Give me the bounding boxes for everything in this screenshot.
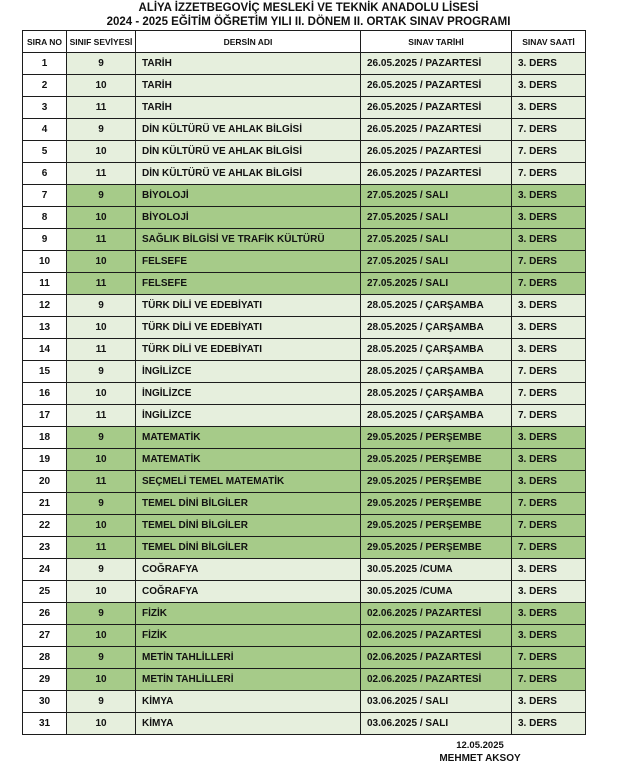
- row-number-cell: 17: [23, 405, 67, 427]
- row-number-cell: 22: [23, 515, 67, 537]
- grade-cell: 9: [67, 603, 136, 625]
- grade-cell: 10: [67, 207, 136, 229]
- table-row: [23, 647, 586, 669]
- subject-cell: DİN KÜLTÜRÜ VE AHLAK BİLGİSİ: [136, 163, 361, 185]
- exam-date-cell: 29.05.2025 / PERŞEMBE: [361, 493, 512, 515]
- table-row: [23, 75, 586, 97]
- grade-cell: 9: [67, 559, 136, 581]
- grade-cell: 9: [67, 119, 136, 141]
- subject-cell: TARİH: [136, 75, 361, 97]
- table-row: [23, 515, 586, 537]
- subject-cell: TARİH: [136, 53, 361, 75]
- exam-date-cell: 26.05.2025 / PAZARTESİ: [361, 119, 512, 141]
- grade-cell: 11: [67, 163, 136, 185]
- exam-period-cell: 7. DERS: [512, 251, 586, 273]
- exam-date-cell: 26.05.2025 / PAZARTESİ: [361, 53, 512, 75]
- table-row: [23, 471, 586, 493]
- exam-date-cell: 29.05.2025 / PERŞEMBE: [361, 537, 512, 559]
- exam-date-cell: 29.05.2025 / PERŞEMBE: [361, 471, 512, 493]
- grade-cell: 9: [67, 361, 136, 383]
- row-number-cell: 20: [23, 471, 67, 493]
- row-number-cell: 13: [23, 317, 67, 339]
- exam-period-cell: 3. DERS: [512, 97, 586, 119]
- exam-date-cell: 27.05.2025 / SALI: [361, 207, 512, 229]
- row-number-cell: 21: [23, 493, 67, 515]
- subject-cell: İNGİLİZCE: [136, 361, 361, 383]
- exam-period-cell: 7. DERS: [512, 141, 586, 163]
- subject-cell: BİYOLOJİ: [136, 207, 361, 229]
- grade-cell: 11: [67, 537, 136, 559]
- exam-period-cell: 3. DERS: [512, 691, 586, 713]
- exam-period-cell: 7. DERS: [512, 537, 586, 559]
- subject-cell: DİN KÜLTÜRÜ VE AHLAK BİLGİSİ: [136, 119, 361, 141]
- table-row: [23, 97, 586, 119]
- exam-period-cell: 3. DERS: [512, 207, 586, 229]
- grade-cell: 10: [67, 141, 136, 163]
- row-number-cell: 9: [23, 229, 67, 251]
- row-number-cell: 14: [23, 339, 67, 361]
- grade-cell: 10: [67, 251, 136, 273]
- subject-cell: BİYOLOJİ: [136, 185, 361, 207]
- row-number-cell: 18: [23, 427, 67, 449]
- grade-cell: 9: [67, 493, 136, 515]
- subject-cell: İNGİLİZCE: [136, 405, 361, 427]
- grade-cell: 11: [67, 405, 136, 427]
- grade-cell: 10: [67, 383, 136, 405]
- table-row: [23, 207, 586, 229]
- exam-date-cell: 28.05.2025 / ÇARŞAMBA: [361, 405, 512, 427]
- table-row: [23, 185, 586, 207]
- table-row: [23, 691, 586, 713]
- grade-cell: 9: [67, 427, 136, 449]
- grade-cell: 11: [67, 471, 136, 493]
- signature-date: 12.05.2025: [456, 740, 504, 751]
- exam-period-cell: 7. DERS: [512, 361, 586, 383]
- subject-cell: TÜRK DİLİ VE EDEBİYATI: [136, 317, 361, 339]
- row-number-cell: 16: [23, 383, 67, 405]
- table-row: [23, 559, 586, 581]
- table-row: [23, 537, 586, 559]
- table-row: [23, 427, 586, 449]
- exam-period-cell: 3. DERS: [512, 427, 586, 449]
- exam-period-cell: 7. DERS: [512, 493, 586, 515]
- grade-cell: 10: [67, 581, 136, 603]
- school-name-title: ALİYA İZZETBEGOVİÇ MESLEKİ VE TEKNİK ANADOLU LİSESİ: [138, 2, 479, 14]
- row-number-cell: 29: [23, 669, 67, 691]
- table-row: [23, 383, 586, 405]
- table-row: [23, 119, 586, 141]
- exam-date-cell: 02.06.2025 / PAZARTESİ: [361, 669, 512, 691]
- row-number-cell: 4: [23, 119, 67, 141]
- exam-period-cell: 7. DERS: [512, 119, 586, 141]
- table-row: [23, 603, 586, 625]
- table-row: [23, 295, 586, 317]
- exam-period-cell: 3. DERS: [512, 295, 586, 317]
- signature-block: [380, 739, 580, 765]
- subject-cell: KİMYA: [136, 691, 361, 713]
- row-number-cell: 31: [23, 713, 67, 735]
- grade-cell: 9: [67, 295, 136, 317]
- subject-cell: TÜRK DİLİ VE EDEBİYATI: [136, 339, 361, 361]
- exam-period-cell: 7. DERS: [512, 383, 586, 405]
- header-sinif-seviyesi: SINIF SEVİYESİ: [67, 31, 136, 53]
- table-row: [23, 339, 586, 361]
- header-sira-no: SIRA NO: [23, 31, 67, 53]
- subject-cell: TEMEL DİNİ BİLGİLER: [136, 493, 361, 515]
- exam-date-cell: 02.06.2025 / PAZARTESİ: [361, 603, 512, 625]
- grade-cell: 9: [67, 53, 136, 75]
- exam-period-cell: 3. DERS: [512, 603, 586, 625]
- table-row: [23, 581, 586, 603]
- subject-cell: MATEMATİK: [136, 449, 361, 471]
- exam-period-cell: 3. DERS: [512, 317, 586, 339]
- row-number-cell: 24: [23, 559, 67, 581]
- exam-date-cell: 29.05.2025 / PERŞEMBE: [361, 449, 512, 471]
- subject-cell: FİZİK: [136, 625, 361, 647]
- row-number-cell: 19: [23, 449, 67, 471]
- exam-period-cell: 7. DERS: [512, 669, 586, 691]
- subject-cell: METİN TAHLİLLERİ: [136, 669, 361, 691]
- grade-cell: 10: [67, 669, 136, 691]
- exam-schedule-table: [22, 30, 586, 735]
- grade-cell: 11: [67, 339, 136, 361]
- subject-cell: MATEMATİK: [136, 427, 361, 449]
- row-number-cell: 15: [23, 361, 67, 383]
- table-row: [23, 669, 586, 691]
- exam-date-cell: 30.05.2025 /CUMA: [361, 559, 512, 581]
- exam-date-cell: 28.05.2025 / ÇARŞAMBA: [361, 295, 512, 317]
- header-dersin-adi: DERSİN ADI: [136, 31, 361, 53]
- table-row: [23, 405, 586, 427]
- row-number-cell: 26: [23, 603, 67, 625]
- subject-cell: COĞRAFYA: [136, 559, 361, 581]
- subject-cell: SAĞLIK BİLGİSİ VE TRAFİK KÜLTÜRÜ: [136, 229, 361, 251]
- grade-cell: 9: [67, 185, 136, 207]
- subject-cell: TÜRK DİLİ VE EDEBİYATI: [136, 295, 361, 317]
- table-row: [23, 449, 586, 471]
- row-number-cell: 8: [23, 207, 67, 229]
- exam-period-cell: 3. DERS: [512, 471, 586, 493]
- grade-cell: 10: [67, 515, 136, 537]
- row-number-cell: 6: [23, 163, 67, 185]
- row-number-cell: 12: [23, 295, 67, 317]
- table-header-row: [23, 31, 586, 53]
- exam-date-cell: 27.05.2025 / SALI: [361, 273, 512, 295]
- subject-cell: FELSEFE: [136, 273, 361, 295]
- grade-cell: 10: [67, 75, 136, 97]
- subject-cell: FİZİK: [136, 603, 361, 625]
- exam-date-cell: 27.05.2025 / SALI: [361, 229, 512, 251]
- row-number-cell: 25: [23, 581, 67, 603]
- exam-date-cell: 03.06.2025 / SALI: [361, 713, 512, 735]
- exam-date-cell: 02.06.2025 / PAZARTESİ: [361, 625, 512, 647]
- row-number-cell: 28: [23, 647, 67, 669]
- exam-date-cell: 26.05.2025 / PAZARTESİ: [361, 163, 512, 185]
- exam-date-cell: 26.05.2025 / PAZARTESİ: [361, 141, 512, 163]
- exam-date-cell: 02.06.2025 / PAZARTESİ: [361, 647, 512, 669]
- row-number-cell: 1: [23, 53, 67, 75]
- row-number-cell: 23: [23, 537, 67, 559]
- exam-date-cell: 03.06.2025 / SALI: [361, 691, 512, 713]
- table-row: [23, 273, 586, 295]
- exam-date-cell: 26.05.2025 / PAZARTESİ: [361, 97, 512, 119]
- row-number-cell: 27: [23, 625, 67, 647]
- exam-period-cell: 3. DERS: [512, 581, 586, 603]
- exam-date-cell: 28.05.2025 / ÇARŞAMBA: [361, 361, 512, 383]
- grade-cell: 9: [67, 691, 136, 713]
- grade-cell: 11: [67, 97, 136, 119]
- subject-cell: TEMEL DİNİ BİLGİLER: [136, 537, 361, 559]
- table-body: [23, 53, 586, 735]
- table-row: [23, 317, 586, 339]
- subject-cell: METİN TAHLİLLERİ: [136, 647, 361, 669]
- exam-date-cell: 26.05.2025 / PAZARTESİ: [361, 75, 512, 97]
- exam-period-cell: 3. DERS: [512, 625, 586, 647]
- exam-period-cell: 7. DERS: [512, 405, 586, 427]
- grade-cell: 10: [67, 317, 136, 339]
- grade-cell: 10: [67, 449, 136, 471]
- exam-period-cell: 3. DERS: [512, 449, 586, 471]
- exam-date-cell: 28.05.2025 / ÇARŞAMBA: [361, 317, 512, 339]
- exam-period-cell: 3. DERS: [512, 559, 586, 581]
- exam-period-cell: 3. DERS: [512, 53, 586, 75]
- exam-period-cell: 3. DERS: [512, 229, 586, 251]
- header-sinav-saati: SINAV SAATİ: [512, 31, 586, 53]
- row-number-cell: 2: [23, 75, 67, 97]
- grade-cell: 10: [67, 625, 136, 647]
- grade-cell: 11: [67, 273, 136, 295]
- row-number-cell: 3: [23, 97, 67, 119]
- table-row: [23, 229, 586, 251]
- exam-date-cell: 30.05.2025 /CUMA: [361, 581, 512, 603]
- signature-name: MEHMET AKSOY: [439, 753, 521, 764]
- row-number-cell: 30: [23, 691, 67, 713]
- table-row: [23, 625, 586, 647]
- exam-date-cell: 29.05.2025 / PERŞEMBE: [361, 427, 512, 449]
- exam-period-cell: 3. DERS: [512, 75, 586, 97]
- table-row: [23, 713, 586, 735]
- row-number-cell: 7: [23, 185, 67, 207]
- exam-period-cell: 7. DERS: [512, 647, 586, 669]
- exam-period-cell: 3. DERS: [512, 713, 586, 735]
- table-row: [23, 163, 586, 185]
- exam-period-cell: 7. DERS: [512, 515, 586, 537]
- row-number-cell: 10: [23, 251, 67, 273]
- row-number-cell: 5: [23, 141, 67, 163]
- table-row: [23, 493, 586, 515]
- table-row: [23, 361, 586, 383]
- subject-cell: KİMYA: [136, 713, 361, 735]
- exam-date-cell: 27.05.2025 / SALI: [361, 251, 512, 273]
- exam-period-cell: 7. DERS: [512, 163, 586, 185]
- exam-date-cell: 28.05.2025 / ÇARŞAMBA: [361, 339, 512, 361]
- subject-cell: TARİH: [136, 97, 361, 119]
- subject-cell: TEMEL DİNİ BİLGİLER: [136, 515, 361, 537]
- subject-cell: COĞRAFYA: [136, 581, 361, 603]
- table-row: [23, 141, 586, 163]
- subject-cell: DİN KÜLTÜRÜ VE AHLAK BİLGİSİ: [136, 141, 361, 163]
- exam-date-cell: 27.05.2025 / SALI: [361, 185, 512, 207]
- subject-cell: SEÇMELİ TEMEL MATEMATİK: [136, 471, 361, 493]
- exam-period-cell: 3. DERS: [512, 185, 586, 207]
- subject-cell: FELSEFE: [136, 251, 361, 273]
- exam-date-cell: 28.05.2025 / ÇARŞAMBA: [361, 383, 512, 405]
- grade-cell: 9: [67, 647, 136, 669]
- table-row: [23, 53, 586, 75]
- document-header: [0, 0, 617, 29]
- row-number-cell: 11: [23, 273, 67, 295]
- table-row: [23, 251, 586, 273]
- exam-date-cell: 29.05.2025 / PERŞEMBE: [361, 515, 512, 537]
- grade-cell: 11: [67, 229, 136, 251]
- exam-period-cell: 7. DERS: [512, 273, 586, 295]
- subject-cell: İNGİLİZCE: [136, 383, 361, 405]
- program-subtitle: 2024 - 2025 EĞİTİM ÖĞRETİM YILI II. DÖNEM II. ORTAK SINAV PROGRAMI: [106, 15, 511, 28]
- exam-period-cell: 3. DERS: [512, 339, 586, 361]
- grade-cell: 10: [67, 713, 136, 735]
- header-sinav-tarihi: SINAV TARİHİ: [361, 31, 512, 53]
